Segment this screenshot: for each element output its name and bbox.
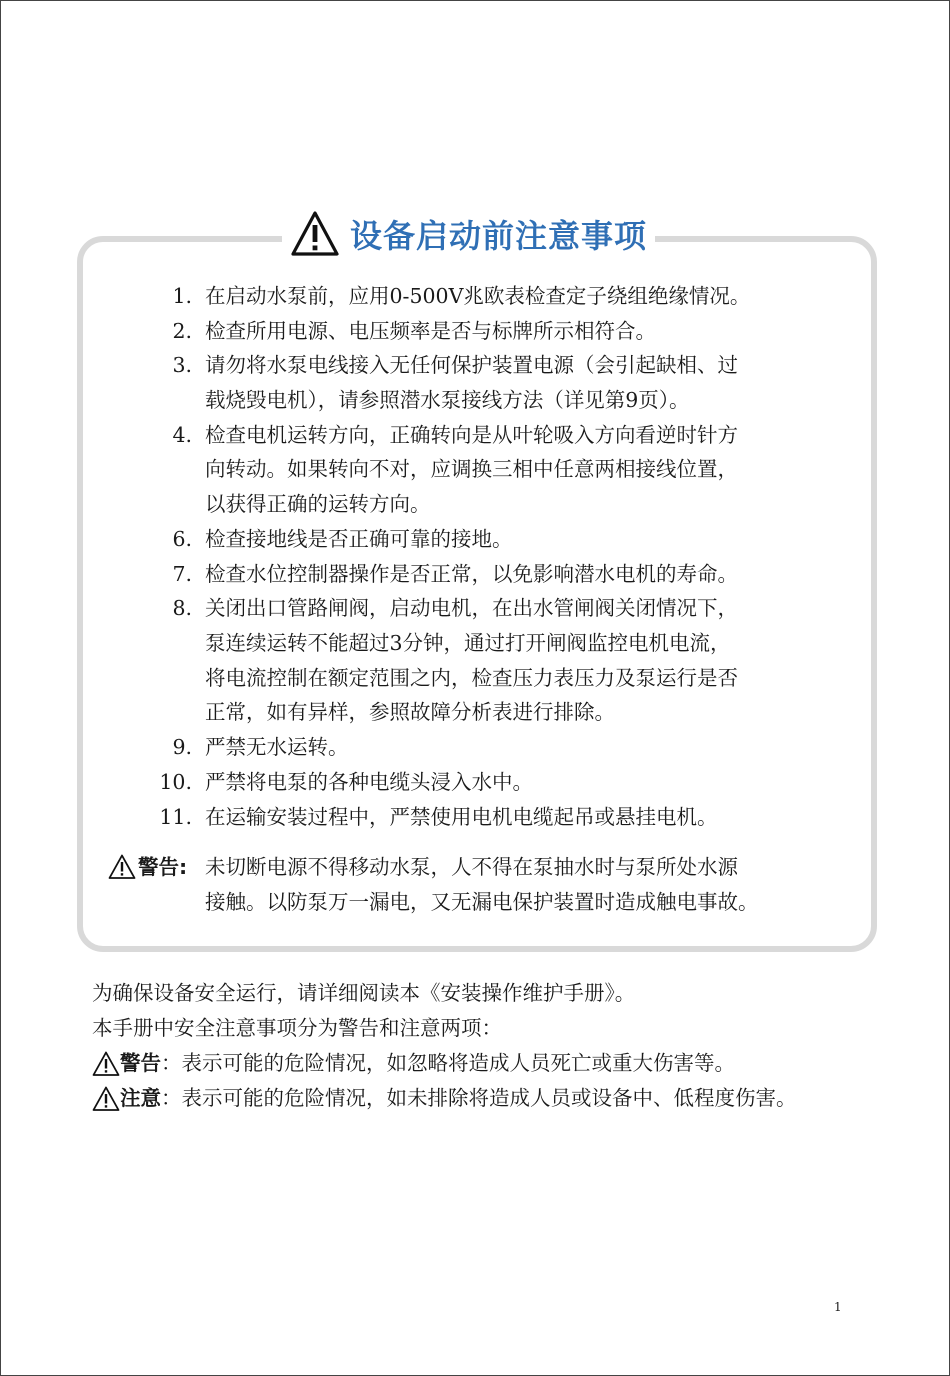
- list-item-text: 载烧毁电机），请参照潜水泵接线方法（详见第9页）。: [205, 388, 690, 413]
- list-item-text: 检查接地线是否正确可靠的接地。: [205, 526, 513, 551]
- legend-warning-label: 警告: [120, 1051, 161, 1075]
- list-item-text: 检查水位控制器操作是否正常，以免影响潜水电机的寿命。: [205, 561, 738, 586]
- list-item-text: 严禁将电泵的各种电缆头浸入水中。: [205, 769, 533, 794]
- list-item-text: 将电流控制在额定范围之内，检查压力表压力及泵运行是否: [205, 665, 738, 690]
- list-item: [150, 418, 830, 522]
- list-item-text: 在运输安装过程中，严禁使用电机电缆起吊或悬挂电机。: [205, 804, 718, 829]
- list-item-number: 8.: [172, 596, 192, 621]
- list-item: [150, 591, 830, 730]
- legend-warning-text: ：表示可能的危险情况，如忽略将造成人员死亡或重大伤害等。: [161, 1051, 735, 1075]
- list-item-text: 正常，如有异样，参照故障分析表进行排除。: [205, 700, 615, 725]
- list-item-number: 7.: [172, 561, 192, 586]
- list-item-text: 严禁无水运转。: [205, 735, 349, 760]
- list-item: [150, 348, 830, 417]
- list-item-text: 向转动。如果转向不对，应调换三相中任意两相接线位置，: [205, 457, 738, 482]
- list-item-text: 检查所用电源、电压频率是否与标牌所示相符合。: [205, 318, 656, 343]
- list-item-text: 请勿将水泵电线接入无任何保护装置电源（会引起缺相、过: [205, 353, 738, 378]
- list-item-number: 11.: [159, 804, 192, 829]
- list-item-text: 关闭出口管路闸阀，启动电机，在出水管闸阀关闭情况下，: [205, 596, 738, 621]
- legend-warning: [92, 1046, 735, 1081]
- warning-triangle-icon: [290, 209, 340, 259]
- list-item-number: 10.: [159, 769, 192, 794]
- box-warning-label: 警告:: [138, 855, 188, 879]
- list-item: [150, 279, 830, 314]
- list-item-number: 9.: [172, 735, 192, 760]
- list-item: [150, 314, 830, 349]
- list-item: [150, 522, 830, 557]
- list-item: [150, 557, 830, 592]
- list-item-number: 6.: [172, 526, 192, 551]
- warning-triangle-icon: [92, 1085, 120, 1113]
- legend-caution-text: ：表示可能的危险情况，如未排除将造成人员或设备中、低程度伤害。: [161, 1086, 797, 1110]
- box-warning-line-2: 接触。以防泵万一漏电，又无漏电保护装置时造成触电事故。: [205, 890, 759, 914]
- list-item: [150, 730, 830, 765]
- intro-line-2: 本手册中安全注意事项分为警告和注意两项：: [92, 1016, 502, 1040]
- warning-triangle-icon: [108, 853, 136, 881]
- list-item-number: 2.: [172, 318, 192, 343]
- legend-caution-label: 注意: [120, 1086, 161, 1110]
- box-warning-label-group: [108, 850, 187, 885]
- page-title: 设备启动前注意事项: [350, 217, 648, 255]
- list-item: [150, 800, 830, 835]
- list-item-number: 3.: [172, 353, 192, 378]
- list-item-number: 1.: [172, 284, 192, 308]
- list-item: [150, 765, 830, 800]
- list-item-text: 以获得正确的运转方向。: [205, 492, 431, 517]
- box-warning-line-1: 未切断电源不得移动水泵，人不得在泵抽水时与泵所处水源: [205, 855, 738, 879]
- warning-triangle-icon: [92, 1050, 120, 1078]
- list-item-number: 4.: [172, 422, 192, 447]
- list-item-text: 泵连续运转不能超过3分钟，通过打开闸阀监控电机电流，: [205, 630, 731, 655]
- list-item-text: 在启动水泵前，应用0-500V兆欧表检查定子绕组绝缘情况。: [205, 284, 751, 308]
- legend-caution: [92, 1081, 797, 1116]
- intro-line-1: 为确保设备安全运行，请详细阅读本《安装操作维护手册》。: [92, 981, 636, 1005]
- page-number: 1: [834, 1300, 842, 1314]
- section-header: [282, 203, 655, 265]
- list-item-text: 检查电机运转方向，正确转向是从叶轮吸入方向看逆时针方: [205, 422, 738, 447]
